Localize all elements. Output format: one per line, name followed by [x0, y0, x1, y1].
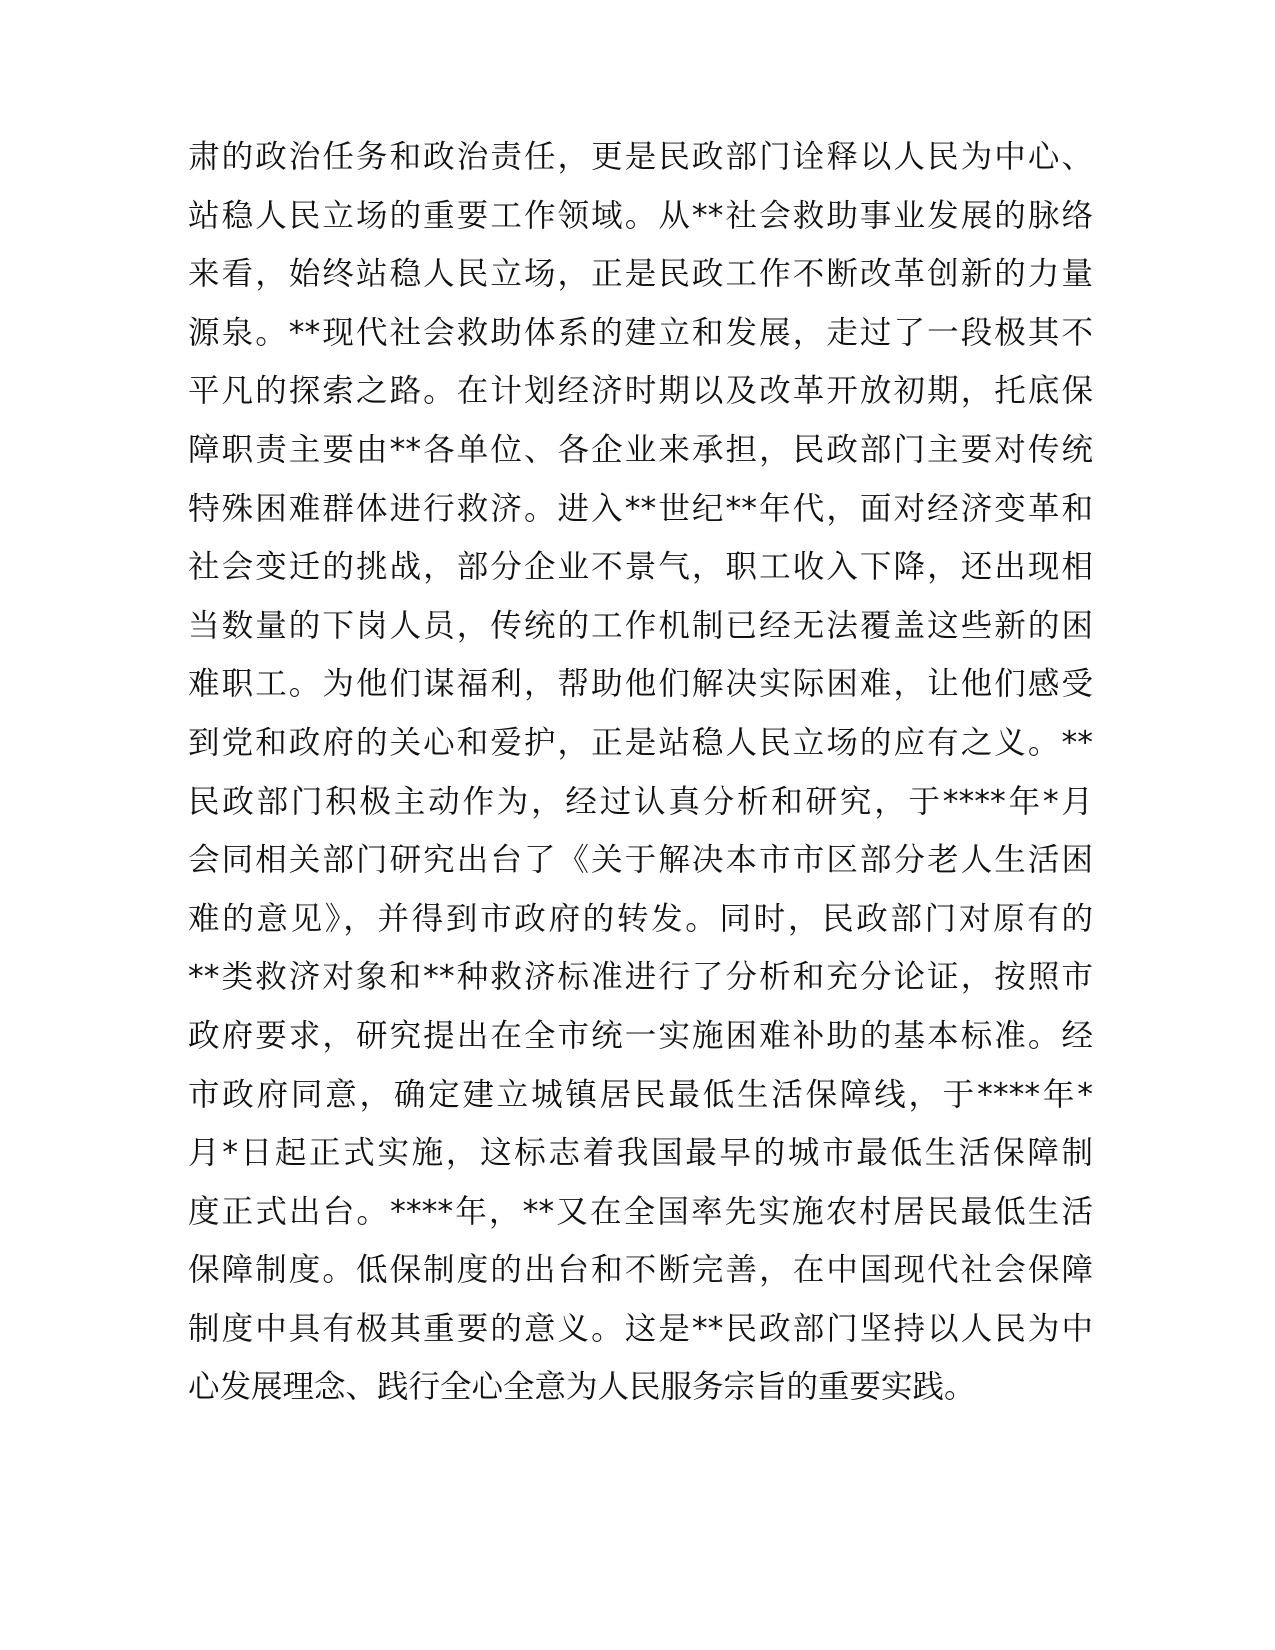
- text-line-8: 社会变迁的挑战，部分企业不景气，职工收入下降，还出现相: [188, 549, 1093, 586]
- text-line-2: 站稳人民立场的重要工作领域。从**社会救助事业发展的脉络: [188, 197, 1093, 234]
- text-line-20: 保障制度。低保制度的出台和不断完善，在中国现代社会保障: [188, 1252, 1093, 1289]
- text-line-5: 平凡的探索之路。在计划经济时期以及改革开放初期，托底保: [188, 373, 1093, 410]
- body-paragraph: [188, 128, 1093, 1417]
- text-line-18: 月*日起正式实施，这标志着我国最早的城市最低生活保障制: [188, 1135, 1093, 1172]
- text-line-6: 障职责主要由**各单位、各企业来承担，民政部门主要对传统: [188, 431, 1093, 468]
- text-line-9: 当数量的下岗人员，传统的工作机制已经无法覆盖这些新的困: [188, 607, 1093, 644]
- text-line-14: 难的意见》，并得到市政府的转发。同时，民政部门对原有的: [188, 900, 1093, 937]
- text-line-21: 制度中具有极其重要的意义。这是**民政部门坚持以人民为中: [188, 1310, 1093, 1347]
- text-line-12: 民政部门积极主动作为，经过认真分析和研究，于****年*月: [188, 783, 1093, 820]
- text-line-17: 市政府同意，确定建立城镇居民最低生活保障线，于****年*: [188, 1076, 1093, 1113]
- text-line-4: 源泉。**现代社会救助体系的建立和发展，走过了一段极其不: [188, 314, 1093, 351]
- text-line-19: 度正式出台。****年，**又在全国率先实施农村居民最低生活: [188, 1193, 1093, 1230]
- text-line-15: **类救济对象和**种救济标准进行了分析和充分论证，按照市: [188, 959, 1093, 996]
- text-line-11: 到党和政府的关心和爱护，正是站稳人民立场的应有之义。**: [188, 724, 1093, 761]
- text-line-1: 肃的政治任务和政治责任，更是民政部门诠释以人民为中心、: [188, 139, 1093, 175]
- text-line-10: 难职工。为他们谋福利，帮助他们解决实际困难，让他们感受: [188, 666, 1093, 703]
- text-line-13: 会同相关部门研究出台了《关于解决本市市区部分老人生活困: [188, 842, 1093, 879]
- text-line-7: 特殊困难群体进行救济。进入**世纪**年代，面对经济变革和: [188, 490, 1093, 527]
- text-line-3: 来看，始终站稳人民立场，正是民政工作不断改革创新的力量: [188, 256, 1093, 293]
- text-line-16: 政府要求，研究提出在全市统一实施困难补助的基本标准。经: [188, 1017, 1093, 1054]
- text-line-22: 心发展理念、践行全心全意为人民服务宗旨的重要实践。: [188, 1369, 976, 1406]
